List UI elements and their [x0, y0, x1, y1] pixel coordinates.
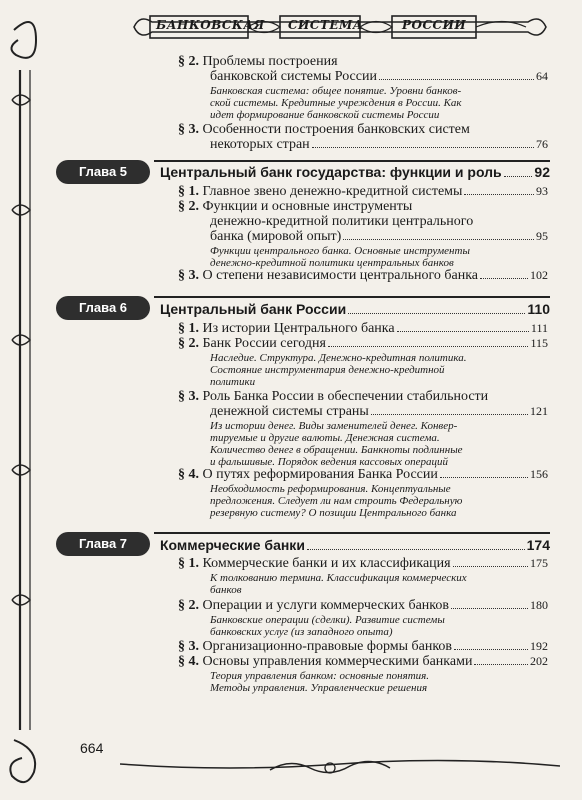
toc-section	[178, 54, 548, 121]
header-word-2: СИСТЕМА	[288, 18, 364, 32]
toc-section: § 3. Организационно-правовые формы банков 192	[178, 639, 548, 654]
section-number: § 2.	[178, 54, 199, 69]
toc-section: § 2. Операции и услуги коммерческих банков 180 Банковские операции (сделки). Развитие системы банковских услуг (из западного опыта)	[178, 598, 548, 638]
toc-section: § 1. Коммерческие банки и их классификация 175 К толкованию термина. Классификация коммерческих банков	[178, 556, 548, 596]
chapter-title: Центральный банк России 110	[160, 301, 550, 317]
toc-section: § 2. Функции и основные инструменты денежно-кредитной политики центрального банка (мировой опыт) 95 Функции центрального банка. Основные инструменты денежно-кредитной политики центральных банков	[178, 199, 548, 269]
section-title: Проблемы построения	[202, 54, 338, 69]
toc-section: § 4. Основы управления коммерческими банками 202 Теория управления банком: основные понятия. Методы управления. Управленческие решения	[178, 654, 548, 694]
chapter-badge: Глава 7	[56, 532, 150, 556]
left-border-ornament	[6, 10, 46, 790]
toc-section: § 3. Роль Банка России в обеспечении стабильности денежной системы страны 121 Из истории денег. Виды заменителей денег. Конвер- тируемые и другие валюты. Денежная система. Количество денег в обращении. Банкноты подлинные и фальшивые. Порядок ведения кассовых операций	[178, 389, 548, 468]
toc-section: § 1. Главное звено денежно-кредитной системы 93	[178, 184, 548, 199]
chapter-badge: Глава 6	[56, 296, 150, 320]
header-word-3: РОССИИ	[402, 18, 467, 32]
section-title: Особенности построения банковских систем	[202, 122, 470, 137]
chapter-badge: Глава 5	[56, 160, 150, 184]
chapter-title: Центральный банк государства: функции и роль 92	[160, 164, 550, 180]
section-title-cont: банковской системы России	[210, 69, 377, 84]
toc-section: § 2. Банк России сегодня 115 Наследие. Структура. Денежно-кредитная политика. Состояние инструментария денежно-кредитной политики	[178, 336, 548, 388]
section-title-cont: некоторых стран	[210, 137, 310, 152]
chapter-title: Коммерческие банки 174	[160, 537, 550, 553]
toc-section: § 3. О степени независимости центрального банка 102	[178, 268, 548, 283]
toc-section: § 1. Из истории Центрального банка 111	[178, 321, 548, 336]
toc-section: § 4. О путях реформирования Банка России 156 Необходимость реформирования. Концептуальные предложения. Следует ли нам строить Федеральную резервную систему? О позиции Центрального банка	[178, 467, 548, 519]
section-description: Банковская система: общее понятие. Уровни банков- ской системы. Кредитные учреждения в России. Как идет формирование банковской системы России	[210, 85, 462, 121]
page-number: 664	[80, 740, 104, 756]
chapter-page: 110	[527, 301, 550, 317]
section-number: § 3.	[178, 122, 199, 137]
header-word-1: БАНКОВСКАЯ	[156, 18, 265, 32]
running-header	[130, 12, 550, 42]
section-page: 64	[536, 69, 548, 83]
chapter-page: 92	[534, 164, 550, 180]
bottom-ornament	[120, 752, 560, 782]
chapter-page: 174	[526, 537, 550, 553]
section-page: 76	[536, 137, 548, 151]
toc-section	[178, 122, 548, 152]
